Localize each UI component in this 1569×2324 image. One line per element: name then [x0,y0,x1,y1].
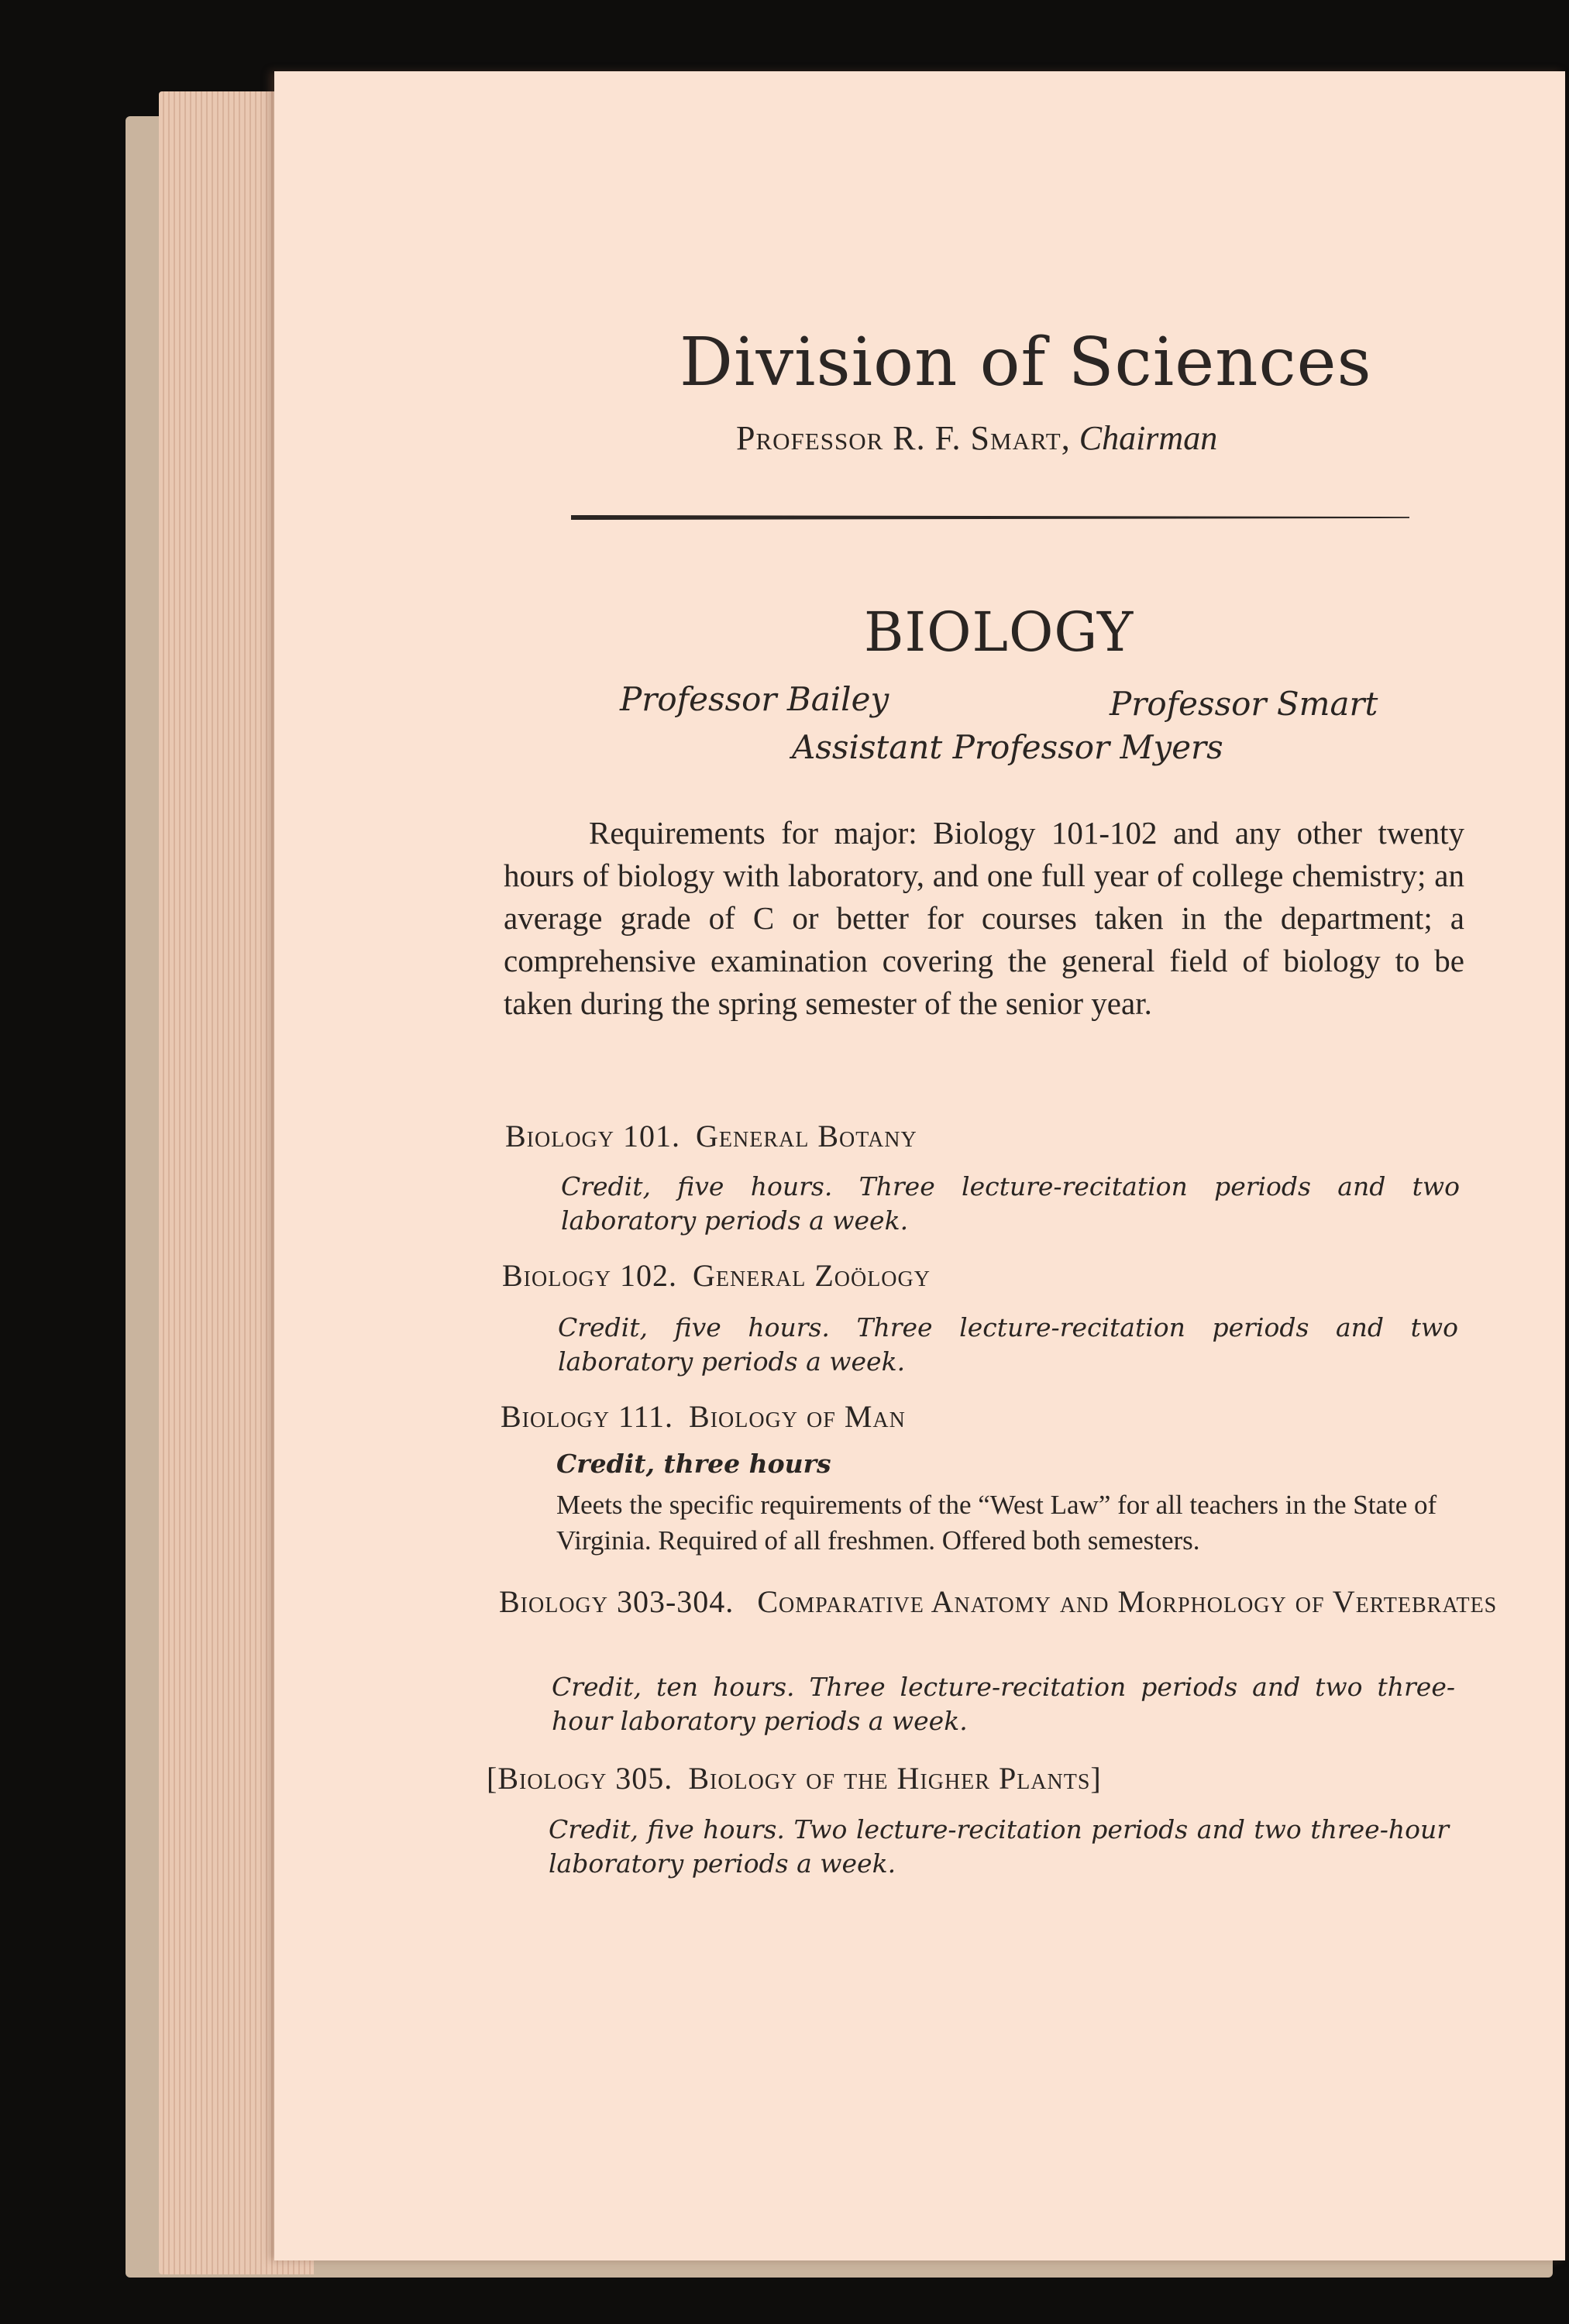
faculty-member: Professor Bailey [620,680,889,718]
course-credit: Credit, three hours [556,1449,831,1479]
course-code: [Biology 305. [487,1761,673,1796]
course-code: Biology 102. [502,1258,677,1293]
course-code: Biology 303-304. [499,1584,735,1619]
course-name: General Botany [696,1119,917,1153]
department-title: BIOLOGY [864,600,1134,664]
course-code: Biology 101. [505,1119,680,1153]
course-note: Meets the specific requirements of the “West Law” for all teachers in the State of Virginia. Required of all freshmen. Offered both semesters. [556,1490,1437,1556]
chair-role: Chairman [1079,419,1218,457]
faculty-member: Assistant Professor Myers [792,728,1223,766]
course-name: Comparative Anatomy and Morphology of Vertebrates [757,1584,1498,1619]
division-title: Division of Sciences [680,324,1372,401]
course-name: Biology of the Higher Plants] [688,1761,1102,1796]
course-heading [505,1118,917,1154]
major-requirements: Requirements for major: Biology 101-102 and any other twenty hours of biology with laboratory, and one full year of college chemistry; an average grade of C or better for courses taken in the department; a comprehensive examination covering the general field of biology to be taken during the spring semester of the senior year. [504,815,1464,1021]
course-credit: Credit, five hours. Two lecture-recitation periods and two three-hour laboratory periods a week. [549,1814,1449,1879]
division-chair [736,418,1217,458]
faculty-member: Professor Smart [1110,685,1378,723]
course-heading [487,1760,1102,1796]
course-credit: Credit, five hours. Three lecture-recitation periods and two laboratory periods a week. [558,1312,1458,1377]
course-credit: Credit, five hours. Three lecture-recitation periods and two laboratory periods a week. [561,1171,1460,1236]
course-credit: Credit, ten hours. Three lecture-recitation periods and two three-hour laboratory periods a week. [552,1672,1455,1736]
course-name: General Zoölogy [693,1258,931,1293]
course-heading [499,1580,1514,1624]
chair-name: Professor R. F. Smart, [736,419,1071,457]
course-heading [502,1257,931,1294]
course-heading [501,1398,906,1435]
course-code: Biology 111. [501,1399,674,1434]
course-name: Biology of Man [689,1399,906,1434]
